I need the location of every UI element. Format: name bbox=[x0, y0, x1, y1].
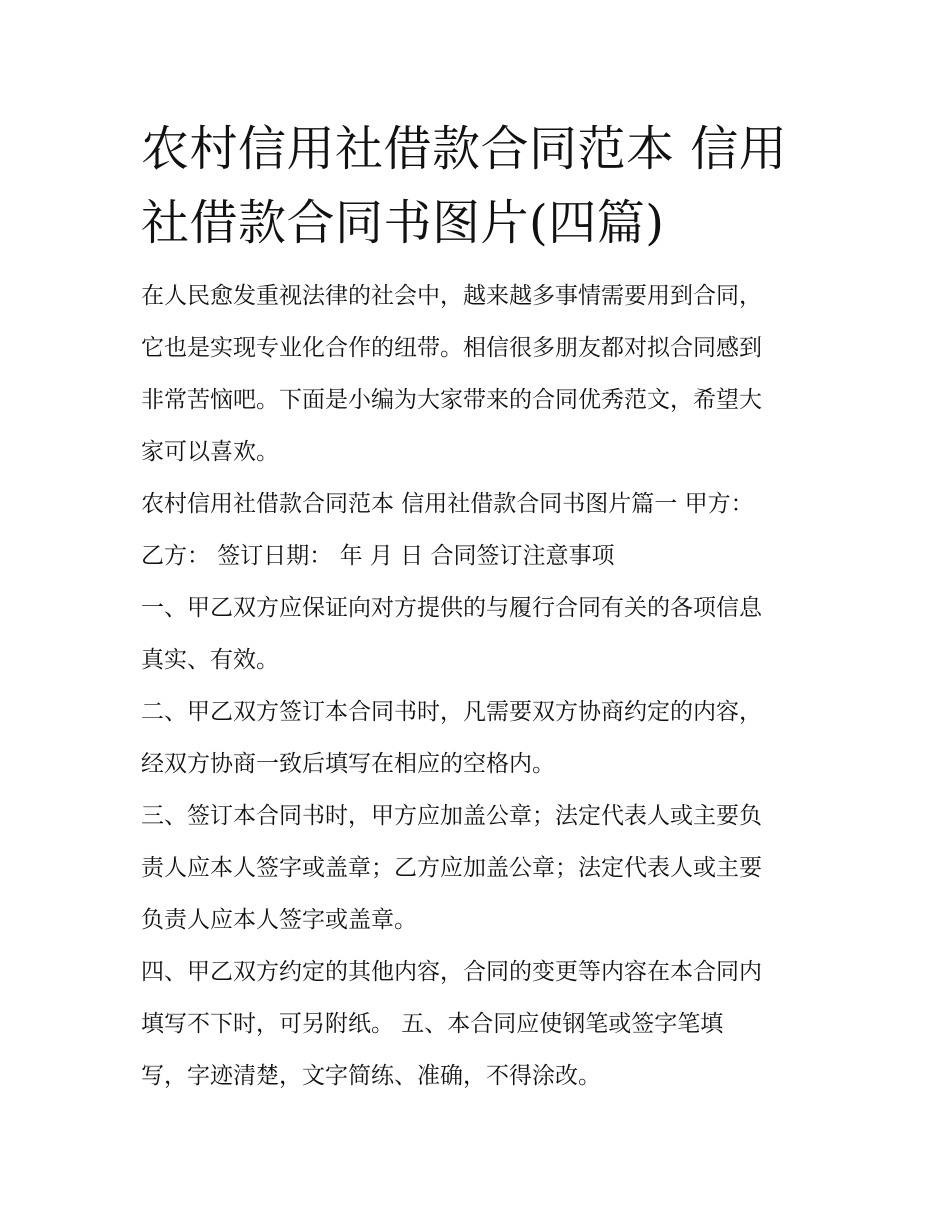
text-line: 一、甲乙双方应保证向对方提供的与履行合同有关的各项信息 bbox=[141, 595, 762, 621]
text-line: 填写不下时，可另附纸。 五、本合同应使钢笔或签字笔填 bbox=[141, 1011, 724, 1037]
clause-4-5-paragraph bbox=[141, 946, 821, 1102]
text-line: 农村信用社借款合同范本 信用社借款合同书图片篇一 甲方： bbox=[141, 491, 754, 517]
text-line: 家可以喜欢。 bbox=[141, 439, 279, 465]
text-line: 责人应本人签字或盖章；乙方应加盖公章；法定代表人或主要 bbox=[141, 855, 762, 881]
title-line: 社借款合同书图片(四篇) bbox=[141, 195, 665, 251]
text-line: 负责人应本人签字或盖章。 bbox=[141, 907, 417, 933]
text-line: 四、甲乙双方约定的其他内容，合同的变更等内容在本合同内 bbox=[141, 959, 762, 985]
text-line: 二、甲乙双方签订本合同书时，凡需要双方协商约定的内容， bbox=[141, 699, 762, 725]
text-line: 非常苦恼吧。下面是小编为大家带来的合同优秀范文，希望大 bbox=[141, 387, 762, 413]
text-line: 在人民愈发重视法律的社会中，越来越多事情需要用到合同， bbox=[141, 283, 762, 309]
text-line: 真实、有效。 bbox=[141, 647, 279, 673]
clause-2-paragraph bbox=[141, 686, 821, 790]
document-page bbox=[141, 112, 821, 1102]
clause-1-paragraph bbox=[141, 582, 821, 686]
text-line: 乙方： 签订日期： 年 月 日 合同签订注意事项 bbox=[141, 543, 615, 569]
text-line: 经双方协商一致后填写在相应的空格内。 bbox=[141, 751, 555, 777]
text-line: 写，字迹清楚，文字简练、准确，不得涂改。 bbox=[141, 1063, 601, 1089]
document-title bbox=[141, 112, 821, 260]
text-line: 三、签订本合同书时，甲方应加盖公章；法定代表人或主要负 bbox=[141, 803, 762, 829]
contract-header-paragraph bbox=[141, 478, 821, 582]
intro-paragraph bbox=[141, 270, 821, 478]
text-line: 它也是实现专业化合作的纽带。相信很多朋友都对拟合同感到 bbox=[141, 335, 762, 361]
clause-3-paragraph bbox=[141, 790, 821, 946]
title-line: 农村信用社借款合同范本 信用 bbox=[141, 121, 788, 177]
